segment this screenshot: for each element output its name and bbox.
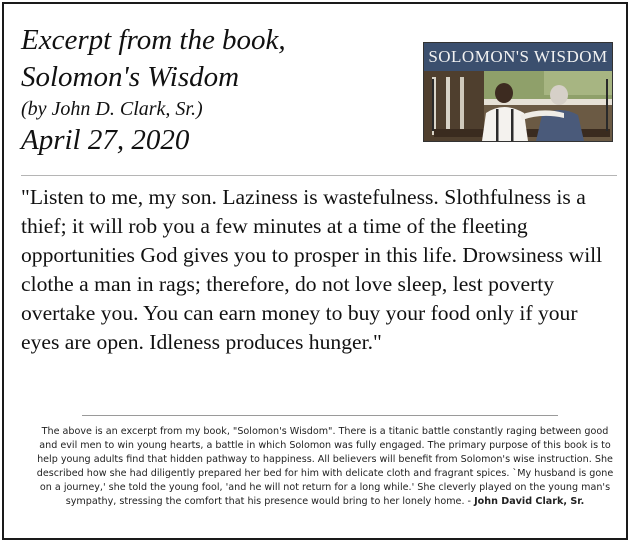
title-line-2: Solomon's Wisdom bbox=[21, 61, 240, 93]
title-block bbox=[21, 22, 411, 158]
cover-title: SOLOMON'S WISDOM bbox=[428, 47, 608, 66]
date-line: April 27, 2020 bbox=[21, 124, 190, 156]
page-frame bbox=[2, 2, 628, 540]
footer-note bbox=[32, 425, 618, 509]
book-cover-image bbox=[423, 42, 613, 142]
author-line: (by John D. Clark, Sr.) bbox=[21, 98, 203, 120]
footer-signature: John David Clark, Sr. bbox=[474, 496, 585, 507]
quote-text: "Listen to me, my son. Laziness is wastefulness. Slothfulness is a thief; it will rob you a few minutes at a time of the fleeting opportunities God gives you to prosper in this life. Drowsiness will clothe a man in rags; therefore, do not love sleep, lest poverty overtake you. You can earn money to buy your food only if your eyes are open. Idleness produces hunger." bbox=[21, 185, 603, 354]
divider-top bbox=[21, 175, 617, 176]
divider-bottom bbox=[82, 415, 558, 416]
footer-text: The above is an excerpt from my book, "Solomon's Wisdom". There is a titanic battle constantly raging between good and evil men to win young hearts, a battle in which Solomon was fully engaged. The primary purpose of this book is to help young adults find that hidden pathway to happiness. All believers will benefit from Solomon's wise instruction. She described how she had diligently prepared her bed for him with delicate cloth and fragrant spices. `My husband is gone on a journey,' she told the young fool, 'and he will not return for a long while.' She cleverly played on the young man's sympathy, stressing the comfort that his presence would bring to her lonely home. - bbox=[36, 426, 614, 507]
title-line-1: Excerpt from the book, bbox=[21, 24, 286, 56]
cover-banner bbox=[424, 43, 612, 71]
cover-photo bbox=[424, 71, 612, 141]
